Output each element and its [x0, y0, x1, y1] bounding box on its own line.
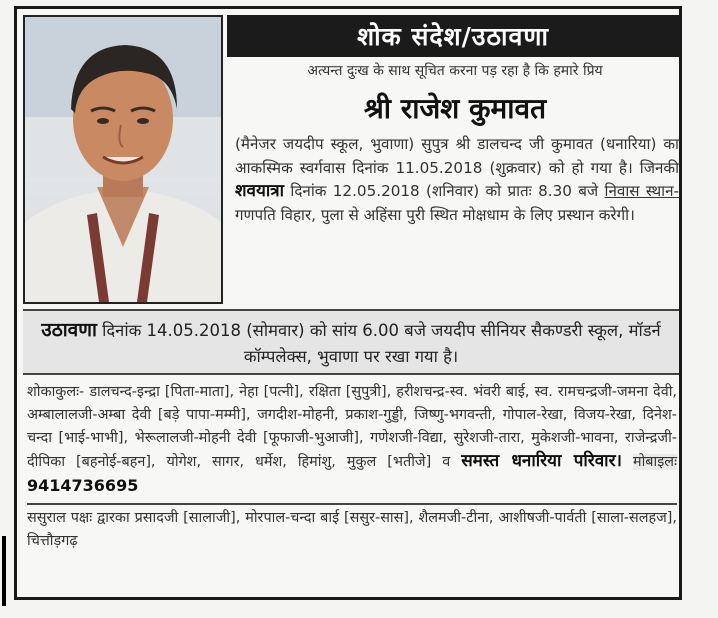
- details-text-1: (मैनेजर जयदीप स्कूल, भुवाणा) सुपुत्र श्री डालचन्द जी कुमावत (धनारिया) का आकस्मिक स्वर्गवास दिनांक 11.05.2018 (शुक्रवार) को हो गया है। जिनकी: [235, 135, 679, 177]
- residence-label: निवास स्थान-: [604, 182, 680, 200]
- mobile-number: 9414736695: [27, 476, 139, 495]
- notice-title: शोक संदेश/उठावणा: [227, 15, 679, 57]
- portrait-image: [25, 17, 221, 302]
- uthavna-label: उठावणा: [41, 319, 97, 341]
- mobile-label: मोबाइलः: [632, 454, 677, 470]
- details-text-3: गणपति विहार, पुला से अहिंसा पुरी स्थित मोक्षधाम के लिए प्रस्थान करेगी।: [235, 205, 635, 224]
- divider: [27, 503, 677, 505]
- deceased-name: श्री राजेश कुमावत: [363, 92, 547, 125]
- in-laws-label: ससुराल पक्षः: [27, 510, 93, 526]
- intro-text: अत्यन्त दुःख के साथ सूचित करना पड़ रहा है कि हमारे प्रिय: [307, 63, 603, 79]
- mourners-text: डालचन्द-इन्द्रा [पिता-माता], नेहा [पत्नी], रक्षिता [सुपुत्री], हरीशचन्द्र-स्व. भंवरी बाई, स्व. रामचन्द्रजी-जमना देवी, अम्बालालजी-अम्बा देवी [बड़े पापा-मम्मी], जगदीश-मोहनी, प्रकाश-गुड्डी, जिष्णु-भगवन्ती, गोपाल-रेखा, विजय-रेखा, दिनेश-चन्दा [भाई-भाभी], भेरूलालजी-मोहनी देवी [फूफाजी-भुआजी], गणेशजी-विद्या, सुरेशजी-तारा, मुकेशजी-भावना, राजेन्द्रजी-दीपिका [बहनोई-बहन], योगेश, सागर, धर्मेश, हिमांशु, मुकुल [भतीजे] व: [27, 384, 677, 470]
- edge-mark: [2, 536, 6, 606]
- uthavna-band: [23, 309, 679, 375]
- shavyatra-label: शवयात्रा: [235, 181, 285, 201]
- mourners-section: [27, 381, 677, 553]
- obituary-notice: [14, 6, 682, 600]
- family-label: समस्त धनारिया परिवार।: [461, 451, 622, 471]
- details-text-2: दिनांक 12.05.2018 (शनिवार) को प्रातः 8.30 बजे: [290, 182, 599, 200]
- in-laws-text: द्वारका प्रसादजी [सालाजी], मोरपाल-चन्दा बाई [ससुर-सास], शैलमजी-टीना, आशीषजी-पार्वती [साला-सलहज], चित्तौड़गढ़: [27, 510, 677, 549]
- details-paragraph: [235, 133, 679, 227]
- uthavna-text: दिनांक 14.05.2018 (सोमवार) को सांय 6.00 बजे जयदीप सीनियर सैकण्डरी स्कूल, मॉडर्न कॉम्पलेक्स, भुवाणा पर रखा गया है।: [102, 321, 661, 366]
- deceased-photo: [23, 15, 223, 304]
- mourners-label: शोकाकुलः-: [27, 384, 85, 400]
